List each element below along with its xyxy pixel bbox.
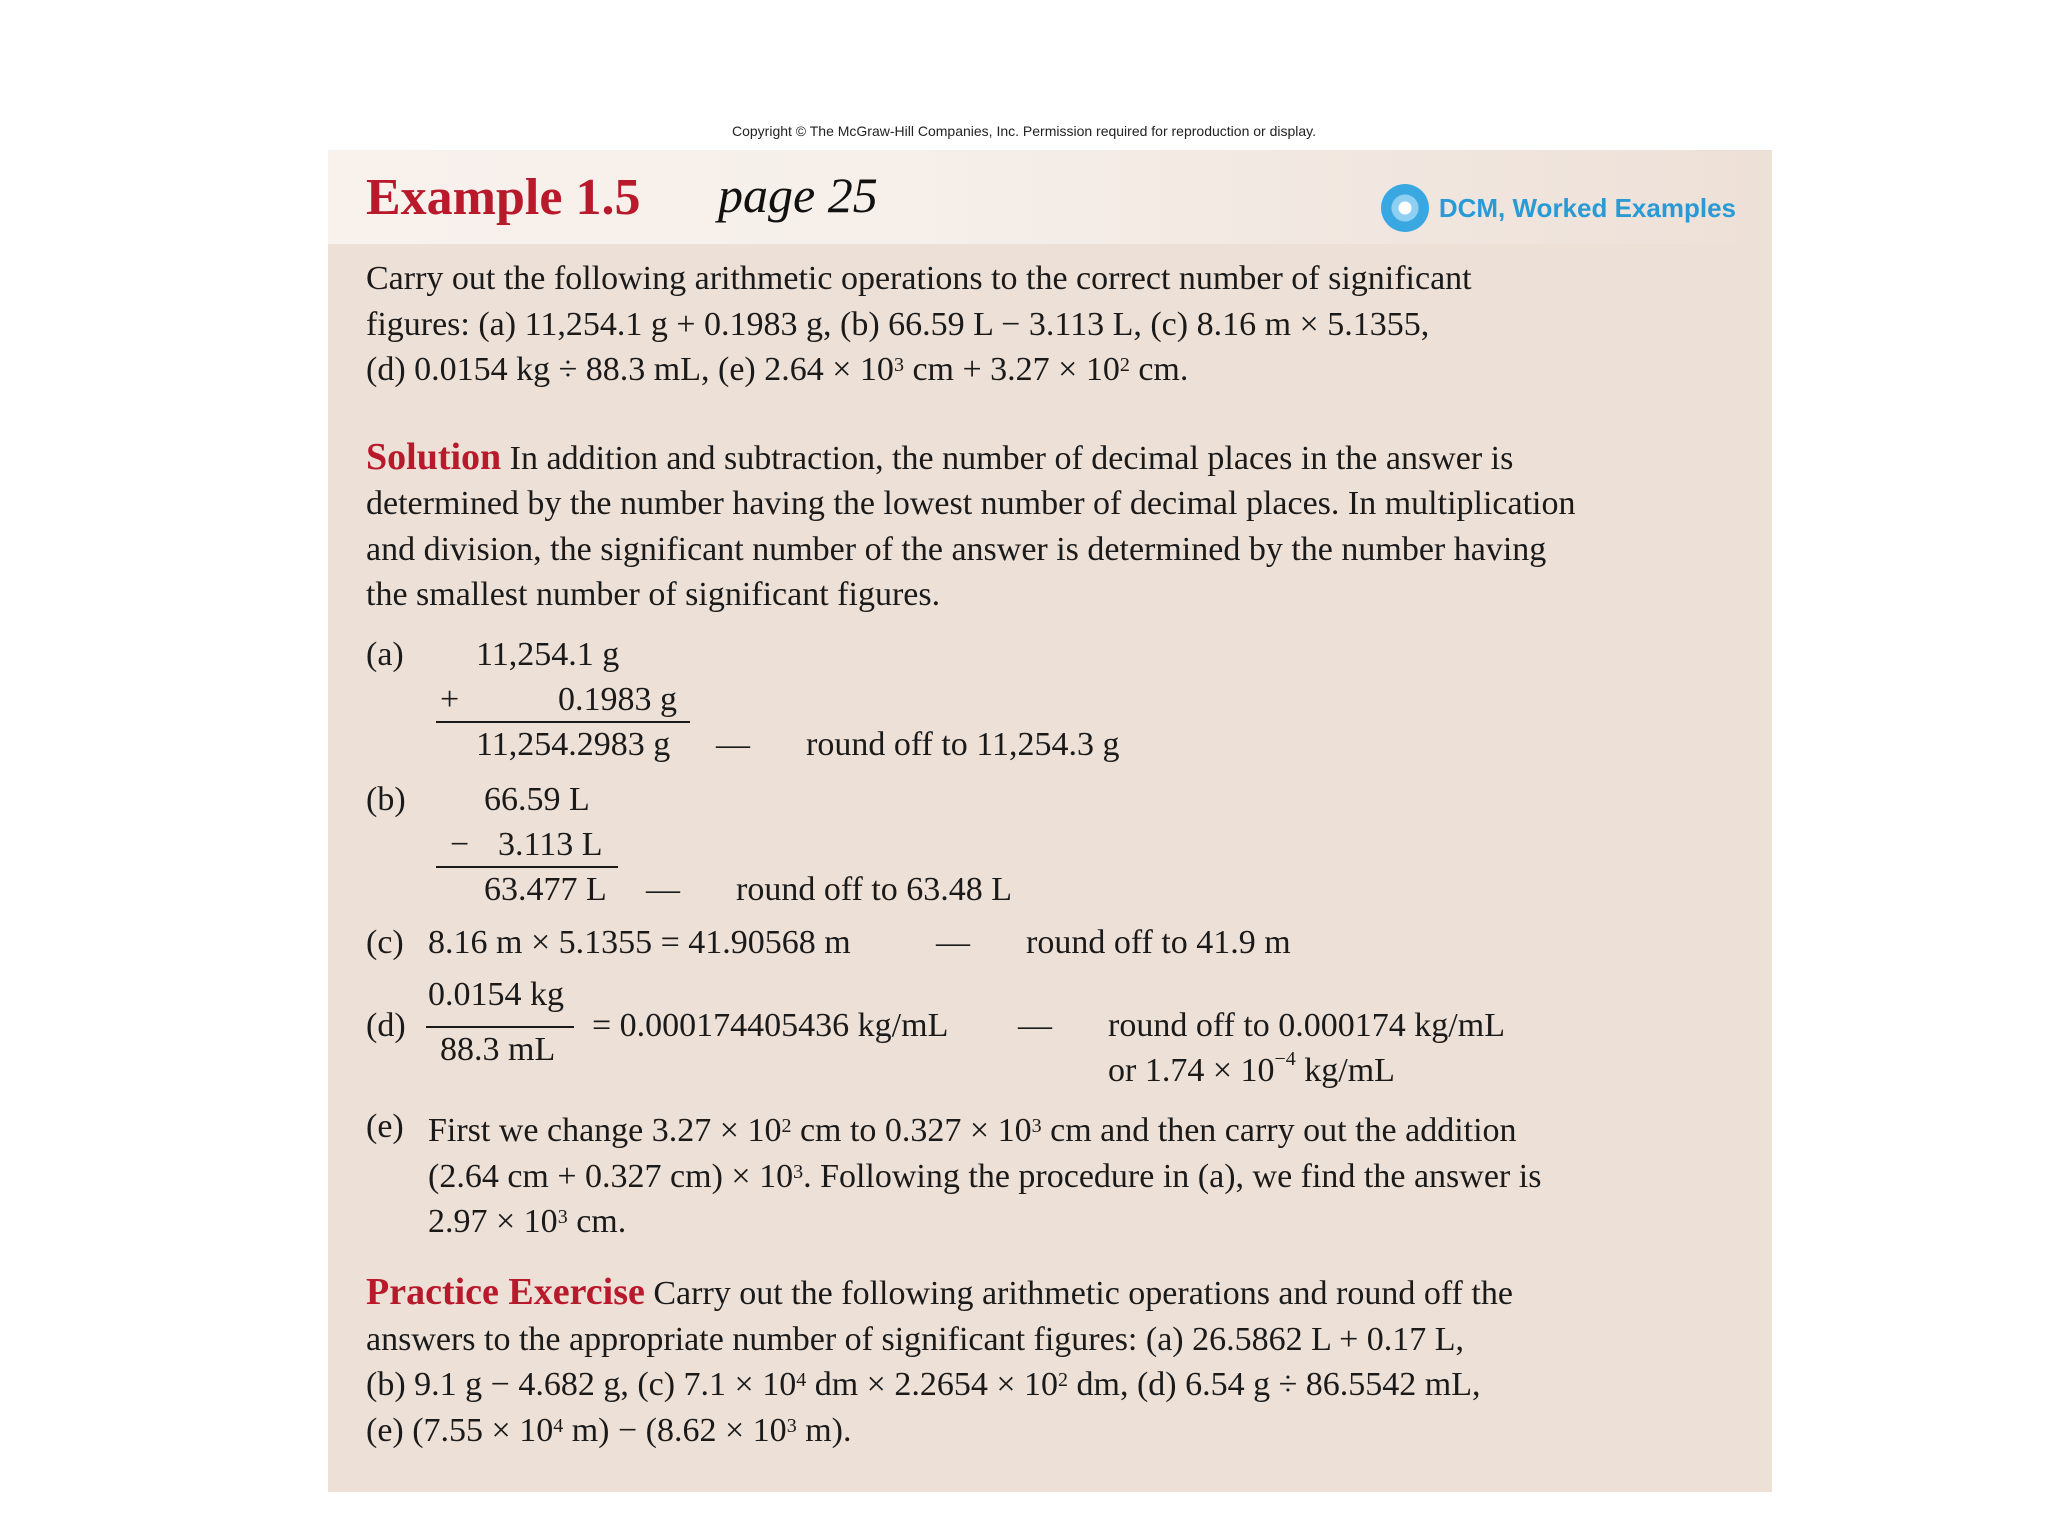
part-d-denominator: 88.3 mL bbox=[440, 1031, 556, 1068]
part-b-difference: 63.477 L bbox=[484, 871, 607, 908]
part-b-tag: (b) bbox=[366, 781, 406, 818]
part-a-number-1: 11,254.1 g bbox=[476, 636, 620, 673]
part-b-arrow: — bbox=[646, 871, 680, 908]
part-e-text: First we change $3.27 \times 10^2$ cm to $0.327 \times 10^3$ cm and then carry out the addition (2.64 cm + 0.327 $cm) \times 10^3$. Following the procedure in (a), we find the answer is $2.97 \times 10^3$ cm. bbox=[428, 1112, 1542, 1240]
part-d-tag: (d) bbox=[366, 1007, 406, 1044]
example-title: Example 1.5 bbox=[366, 169, 641, 226]
part-a-number-2: 0.1983 g bbox=[558, 681, 677, 718]
part-b-number-1: 66.59 L bbox=[484, 781, 590, 818]
part-a-round: round off to 11,254.3 g bbox=[806, 726, 1120, 763]
copyright-notice: Copyright © The McGraw-Hill Companies, Inc. Permission required for reproduction or display. bbox=[731, 123, 1317, 139]
part-d-round-1: round off to 0.000174 kg/mL bbox=[1108, 1007, 1505, 1044]
practice-label: Practice Exercise bbox=[366, 1271, 645, 1313]
part-b-round: round off to 63.48 L bbox=[736, 871, 1013, 908]
part-c-arrow: — bbox=[936, 924, 970, 961]
solution-text: Solution In addition and subtraction, the number of decimal places in the answer is determined by the number having the lowest number of decimal places. In multiplication and division, the significant number of the answer is determined by the number having the smallest number of significant figures. bbox=[366, 435, 1576, 613]
part-a-sum-rule bbox=[436, 721, 690, 723]
solution-label: Solution bbox=[366, 435, 502, 478]
part-b-diff-rule bbox=[436, 866, 618, 868]
example-header bbox=[328, 150, 1772, 244]
example-panel bbox=[328, 150, 1772, 1492]
dcm-worked-examples-link[interactable] bbox=[1381, 184, 1736, 232]
part-c-tag: (c) bbox=[366, 924, 404, 961]
part-d-result: = 0.000174405436 kg/mL bbox=[592, 1007, 949, 1044]
part-c-round: round off to 41.9 m bbox=[1026, 924, 1291, 961]
part-b-number-2: 3.113 L bbox=[498, 826, 603, 863]
part-b-operator: − bbox=[450, 826, 470, 863]
practice-exercise: Practice Exercise Carry out the following arithmetic operations and round off the answers to the appropriate number of significant figures: (a) 26.5862 L + 0.17 L, (b) 9.1 g − 4.682 g, (c) $7.1 \times 10^4$ dm × $2.2654 \times 10^2$ dm, (d) 6.54 g ÷ 86.5542 mL, (e) ($7.55 \times 10^4$ $m) - (8.62 \times 10^3$ m). bbox=[366, 1271, 1513, 1449]
part-c-expression: 8.16 m × 5.1355 = 41.90568 m bbox=[428, 924, 851, 961]
page-reference: page 25 bbox=[718, 167, 878, 223]
part-d-round-2: or $1.74 \times 10^{-4}$ kg/mL bbox=[1108, 1048, 1395, 1089]
part-a-tag: (a) bbox=[366, 636, 404, 673]
part-a-sum: 11,254.2983 g bbox=[476, 726, 671, 763]
dcm-label: DCM, Worked Examples bbox=[1438, 192, 1736, 223]
part-a-arrow: — bbox=[716, 726, 750, 763]
part-e-tag: (e) bbox=[366, 1108, 404, 1145]
part-a-operator: + bbox=[440, 681, 460, 718]
part-d-numerator: 0.0154 kg bbox=[428, 976, 564, 1013]
cd-icon bbox=[1381, 184, 1429, 232]
problem-statement: Carry out the following arithmetic operations to the correct number of significant figures: (a) 11,254.1 g + 0.1983 g, (b) 66.59 L − 3.113 L, (c) 8.16 m × 5.1355, (d) 0.0154 kg ÷ 88.3 mL, (e) $2.64 \times 10^3$ cm + $3.27 \times 10^2$ cm. bbox=[366, 260, 1472, 388]
part-d-arrow: — bbox=[1018, 1007, 1052, 1044]
part-d-fraction-bar bbox=[426, 1026, 574, 1028]
example-content bbox=[366, 256, 1736, 618]
